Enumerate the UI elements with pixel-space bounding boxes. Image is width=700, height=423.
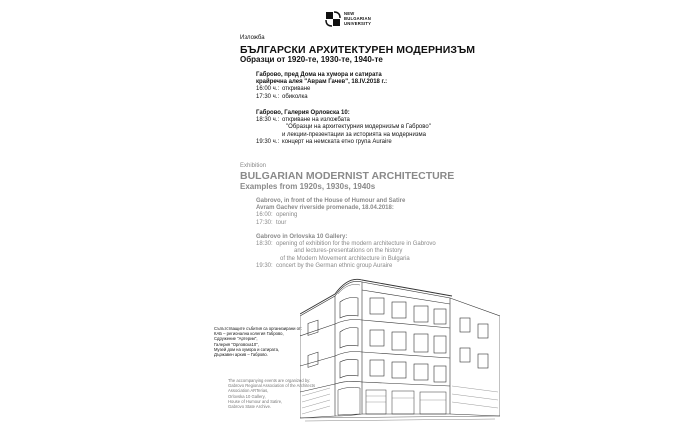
event-time: 18:30 ч.:	[256, 117, 280, 124]
event-time: 17:30 ч.:	[256, 93, 280, 100]
en-event-row	[256, 263, 436, 270]
logo-line-1: NEW	[344, 11, 355, 16]
organizers-bg-line: Съпътстващите събития са организирани от:	[214, 326, 302, 331]
organizers-bg-line: Галерия "Орловска10",	[214, 341, 259, 347]
event-text: opening	[276, 212, 298, 219]
organizers-bg	[214, 326, 302, 357]
en-subtitle: Examples from 1920s, 1930s, 1940s	[240, 182, 376, 191]
bg-venue-2-title: Габрово, Галерия Орловска 10:	[256, 110, 350, 116]
event-line: и лекции-презентации за историята на модернизма	[282, 131, 427, 138]
event-line: concert by the German ethnic group Auraire	[276, 262, 393, 269]
organizers-en-line: The accompanying events are organized by:	[228, 378, 311, 383]
event-line: of the Modern Movement architecture in Bulgaria	[280, 255, 410, 262]
organizers-en-line: Gabrovo Regional Association of the Architects	[228, 383, 316, 389]
event-time: 19:30 ч.:	[256, 138, 280, 145]
event-line: opening of exhibition for the modern architecture in Gabrovo	[276, 241, 436, 248]
event-text: tour	[276, 219, 287, 226]
exhibition-poster	[200, 0, 500, 423]
logo-line-2: BULGARIAN	[344, 16, 371, 21]
bg-venue-1-line-1: Габрово, пред Дома на хумора и сатирата	[256, 72, 382, 78]
bg-subtitle: Образци от 1920-те, 1930-те, 1940-те	[240, 55, 383, 64]
organizers-en-line: Orlovska 10 Gallery,	[228, 393, 266, 399]
organizers-en-line: Association ARTerias,	[228, 388, 269, 394]
en-exhibition-label: Exhibition	[240, 163, 267, 169]
event-text: обиколка	[282, 93, 308, 100]
bg-event-row	[256, 94, 387, 101]
event-line: "Образци на архитектурния модернизъм в Габрово"	[286, 124, 431, 131]
event-time: 16:00:	[256, 212, 273, 219]
organizers-bg-line: Сдружение "Артерии",	[214, 336, 258, 342]
organizers-bg-line: КАБ – регионална колегия Габрово,	[214, 331, 284, 337]
bg-event-row	[256, 117, 431, 139]
event-time: 19:30:	[256, 262, 273, 269]
modernist-building-sketch	[300, 276, 500, 423]
bg-title: БЪЛГАРСКИ АРХИТЕКТУРЕН МОДЕРНИЗЪМ	[240, 44, 476, 56]
event-line: and lectures-presentations on the history	[294, 248, 403, 255]
event-text: откриване	[282, 86, 311, 93]
logo-text	[344, 11, 371, 26]
en-event-row	[256, 241, 436, 263]
organizers-bg-line: Музей дом на хумора и сатирата,	[214, 346, 280, 352]
bg-event-row	[256, 139, 431, 146]
bg-venue-1-line-2: крайречна алея "Аврам Гачев", 18.IV.2018 г.:	[256, 79, 388, 86]
bg-venue-2	[256, 110, 431, 146]
bg-exhibition-label: Изложба	[240, 35, 265, 41]
event-line: откриване на изложбата	[282, 117, 350, 124]
nbu-emblem-icon	[324, 10, 342, 28]
logo-line-3: UNIVERSITY	[344, 21, 372, 26]
en-event-row	[256, 212, 405, 219]
organizers-en-line: House of Humour and Satire,	[228, 398, 283, 404]
en-venue-1	[256, 198, 405, 227]
en-venue-2-title: Gabrovo in Orlovska 10 Gallery:	[256, 234, 348, 240]
event-time: 17:30:	[256, 219, 273, 226]
organizers-en-line: Gabrovo State Archive.	[228, 404, 272, 410]
en-venue-2	[256, 234, 436, 270]
en-title: BULGARIAN MODERNIST ARCHITECTURE	[240, 170, 455, 182]
nbu-logo	[324, 10, 384, 30]
event-time: 16:00 ч.:	[256, 86, 280, 93]
bg-venue-1	[256, 72, 387, 101]
event-line: концерт на немската етно група Auraire	[282, 138, 392, 145]
organizers-bg-line: Държавен архив – Габрово.	[214, 352, 268, 358]
event-time: 18:30:	[256, 241, 273, 248]
en-event-row	[256, 220, 405, 227]
en-venue-1-line-2: Avram Gachev riverside promenade, 18.04.2018:	[256, 205, 394, 212]
en-venue-1-line-1: Gabrovo, in front of the House of Humour and Satire	[256, 198, 406, 204]
bg-event-row	[256, 86, 387, 93]
